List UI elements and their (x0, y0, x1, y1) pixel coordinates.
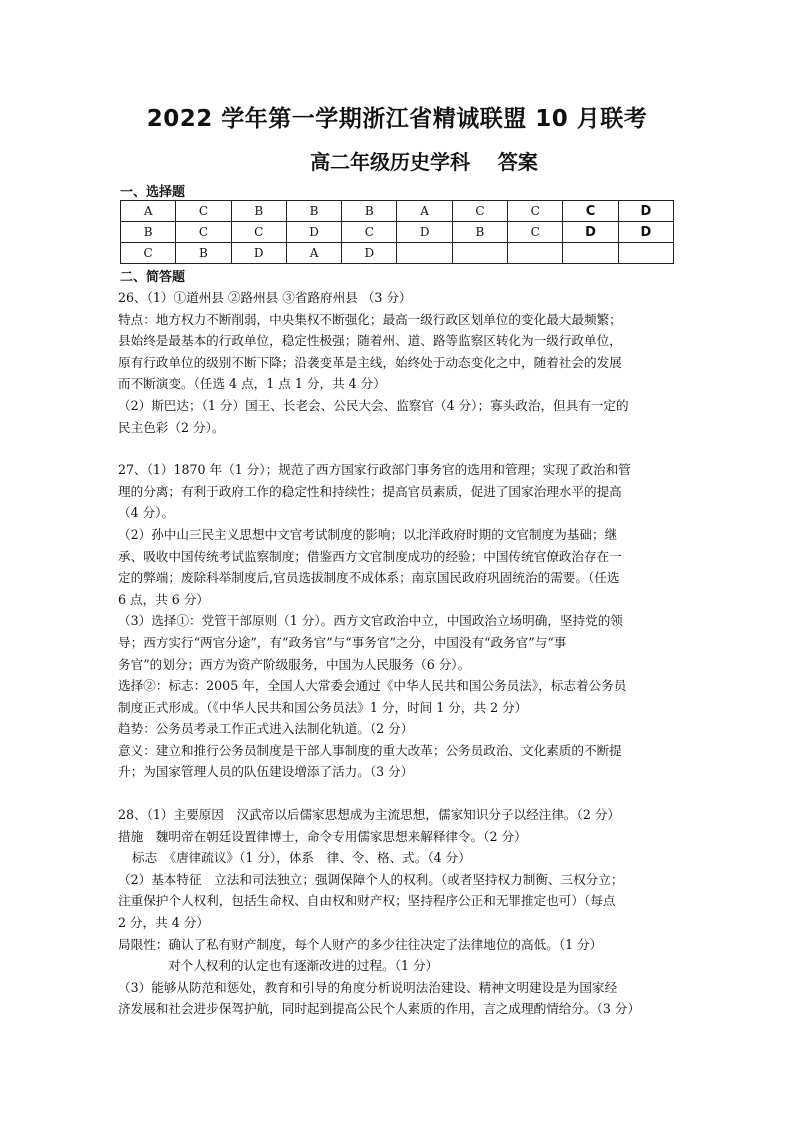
answer-line: （2）孙中山三民主义思想中文官考试制度的影响；以北洋政府时期的文官制度为基础；继 (118, 526, 618, 542)
answer-cell: C (563, 201, 618, 222)
answer-cell: D (342, 243, 397, 264)
answer-line: 2 分，共 4 分） (118, 915, 210, 931)
answer-cell (452, 243, 507, 264)
answer-line: 民主色彩（2 分）。 (118, 419, 225, 435)
answer-line: （3）能够从防范和惩处，教育和引导的角度分析说明法治建设、精神文明建设是为国家经 (118, 979, 618, 995)
answer-cell: C (452, 201, 507, 222)
answer-line: 26、（1）①道州县 ②路州县 ③省路府州县 （3 分） (118, 290, 412, 305)
answer-line: 28、（1）主要原因 汉武帝以后儒家思想成为主流思想，儒家知识分子以经注律。（2 分） (118, 807, 621, 823)
answer-cell: B (121, 222, 176, 243)
answer-line: 理的分离；有利于政府工作的稳定性和持续性；提高官员素质，促进了国家治理水平的提高 (118, 483, 622, 499)
answer-cell: B (231, 201, 286, 222)
answer-cell: C (176, 201, 231, 222)
document-subtitle: 高二年级历史学科 答案 (310, 150, 538, 174)
answer-table (120, 200, 674, 264)
answer-line: 承、吸收中国传统考试监察制度；借鉴西方文官制度成功的经验；中国传统官僚政治存在一 (118, 548, 622, 564)
answer-line: （4 分）。 (118, 505, 175, 521)
answer-line: 特点：地方权力不断削弱，中央集权不断强化；最高一级行政区划单位的变化最大最频繁； (118, 311, 622, 327)
answer-cell: A (121, 201, 176, 222)
answer-line: 对个人权利的认定也有逐渐改进的过程。（1 分） (168, 958, 439, 974)
answer-cell: B (176, 243, 231, 264)
document-title: 2022 学年第一学期浙江省精诚联盟 10 月联考 (146, 106, 648, 132)
answer-body (118, 287, 678, 1020)
answer-line: 选择②：标志：2005 年，全国人大常委会通过《中华人民共和国公务员法》，标志着公务员 (118, 678, 627, 694)
answer-line: 升；为国家管理人员的队伍建设增添了活力。（3 分） (118, 764, 414, 780)
answer-cell: D (618, 222, 673, 243)
blank-line (118, 438, 678, 459)
answer-cell: D (397, 222, 452, 243)
answer-line: 标志 《唐律疏议》（1 分），体系 律、令、格、式。（4 分） (132, 850, 471, 866)
answer-cell (508, 243, 563, 264)
answer-line: 意义：建立和推行公务员制度是干部人事制度的重大改革；公务员政治、文化素质的不断提 (118, 742, 622, 758)
answer-line: 局限性：确认了私有财产制度，每个人财产的多少往往决定了法律地位的高低。（1 分） (118, 936, 603, 952)
answer-cell: A (397, 201, 452, 222)
answer-line: 县始终是最基本的行政单位，稳定性极强；随着州、道、路等监察区转化为一级行政单位， (118, 333, 622, 349)
answer-cell (397, 243, 452, 264)
answer-cell: C (508, 222, 563, 243)
answer-cell: C (176, 222, 231, 243)
section-heading-choice: 一、选择题 (120, 185, 186, 200)
table-row (121, 243, 674, 264)
answer-line: 而不断演变。（任选 4 点，1 点 1 分，共 4 分） (118, 376, 386, 392)
answer-cell: C (508, 201, 563, 222)
answer-line: 27、（1）1870 年（1 分）；规范了西方国家行政部门事务官的选用和管理；实现了政治和管 (118, 462, 631, 478)
answer-cell: D (618, 201, 673, 222)
answer-line: （3）选择①：党管干部原则（1 分）。西方文官政治中立，中国政治立场明确，坚持党的领 (118, 613, 623, 629)
answer-line: 6 点，共 6 分） (118, 591, 210, 607)
answer-line: 注重保护个人权利，包括生命权、自由权和财产权；坚持程序公正和无罪推定也可）（每点 (118, 893, 616, 909)
answer-cell (618, 243, 673, 264)
answer-line: 务官”的划分；西方为资产阶级服务，中国为人民服务（6 分）。 (118, 656, 471, 672)
answer-cell: B (286, 201, 341, 222)
section-heading-short-answer: 二、简答题 (120, 270, 186, 285)
answer-line: 定的弊端；废除科举制度后,官员选拔制度不成体系；南京国民政府巩固统治的需要。（任选 (118, 570, 620, 586)
table-row (121, 222, 674, 243)
answer-line: （2）斯巴达；（1 分）国王、长老会、公民大会、监察官（4 分）；寡头政治，但具有一定的 (118, 397, 629, 413)
answer-cell: D (286, 222, 341, 243)
answer-line: 制度正式形成。（《中华人民共和国公务员法》1 分，时间 1 分，共 2 分） (118, 699, 528, 715)
answer-cell: B (342, 201, 397, 222)
answer-cell: D (563, 222, 618, 243)
answer-cell: C (121, 243, 176, 264)
answer-cell: C (231, 222, 286, 243)
answer-cell: C (342, 222, 397, 243)
answer-line: 导；西方实行“两官分途”，有“政务官”与“事务官”之分，中国没有“政务官”与“事 (118, 634, 567, 650)
answer-cell: A (286, 243, 341, 264)
answer-cell (563, 243, 618, 264)
answer-cell: B (452, 222, 507, 243)
answer-line: 原有行政单位的级别不断下降；沿袭变革是主线，始终处于动态变化之中，随着社会的发展 (118, 354, 622, 370)
answer-line: 措施 魏明帝在朝廷设置律博士，命令专用儒家思想来解释律令。（2 分） (118, 828, 527, 844)
answer-line: （2）基本特征 立法和司法独立；强调保障个人的权利。（或者坚持权力制衡、三权分立； (118, 871, 624, 887)
answer-line: 趋势：公务员考录工作正式进入法制化轨道。（2 分） (118, 721, 414, 737)
blank-line (118, 783, 678, 804)
table-row (121, 201, 674, 222)
answer-cell: D (231, 243, 286, 264)
answer-line: 济发展和社会进步保驾护航，同时起到提高公民个人素质的作用，言之成理酌情给分。（3 分） (118, 1001, 641, 1017)
